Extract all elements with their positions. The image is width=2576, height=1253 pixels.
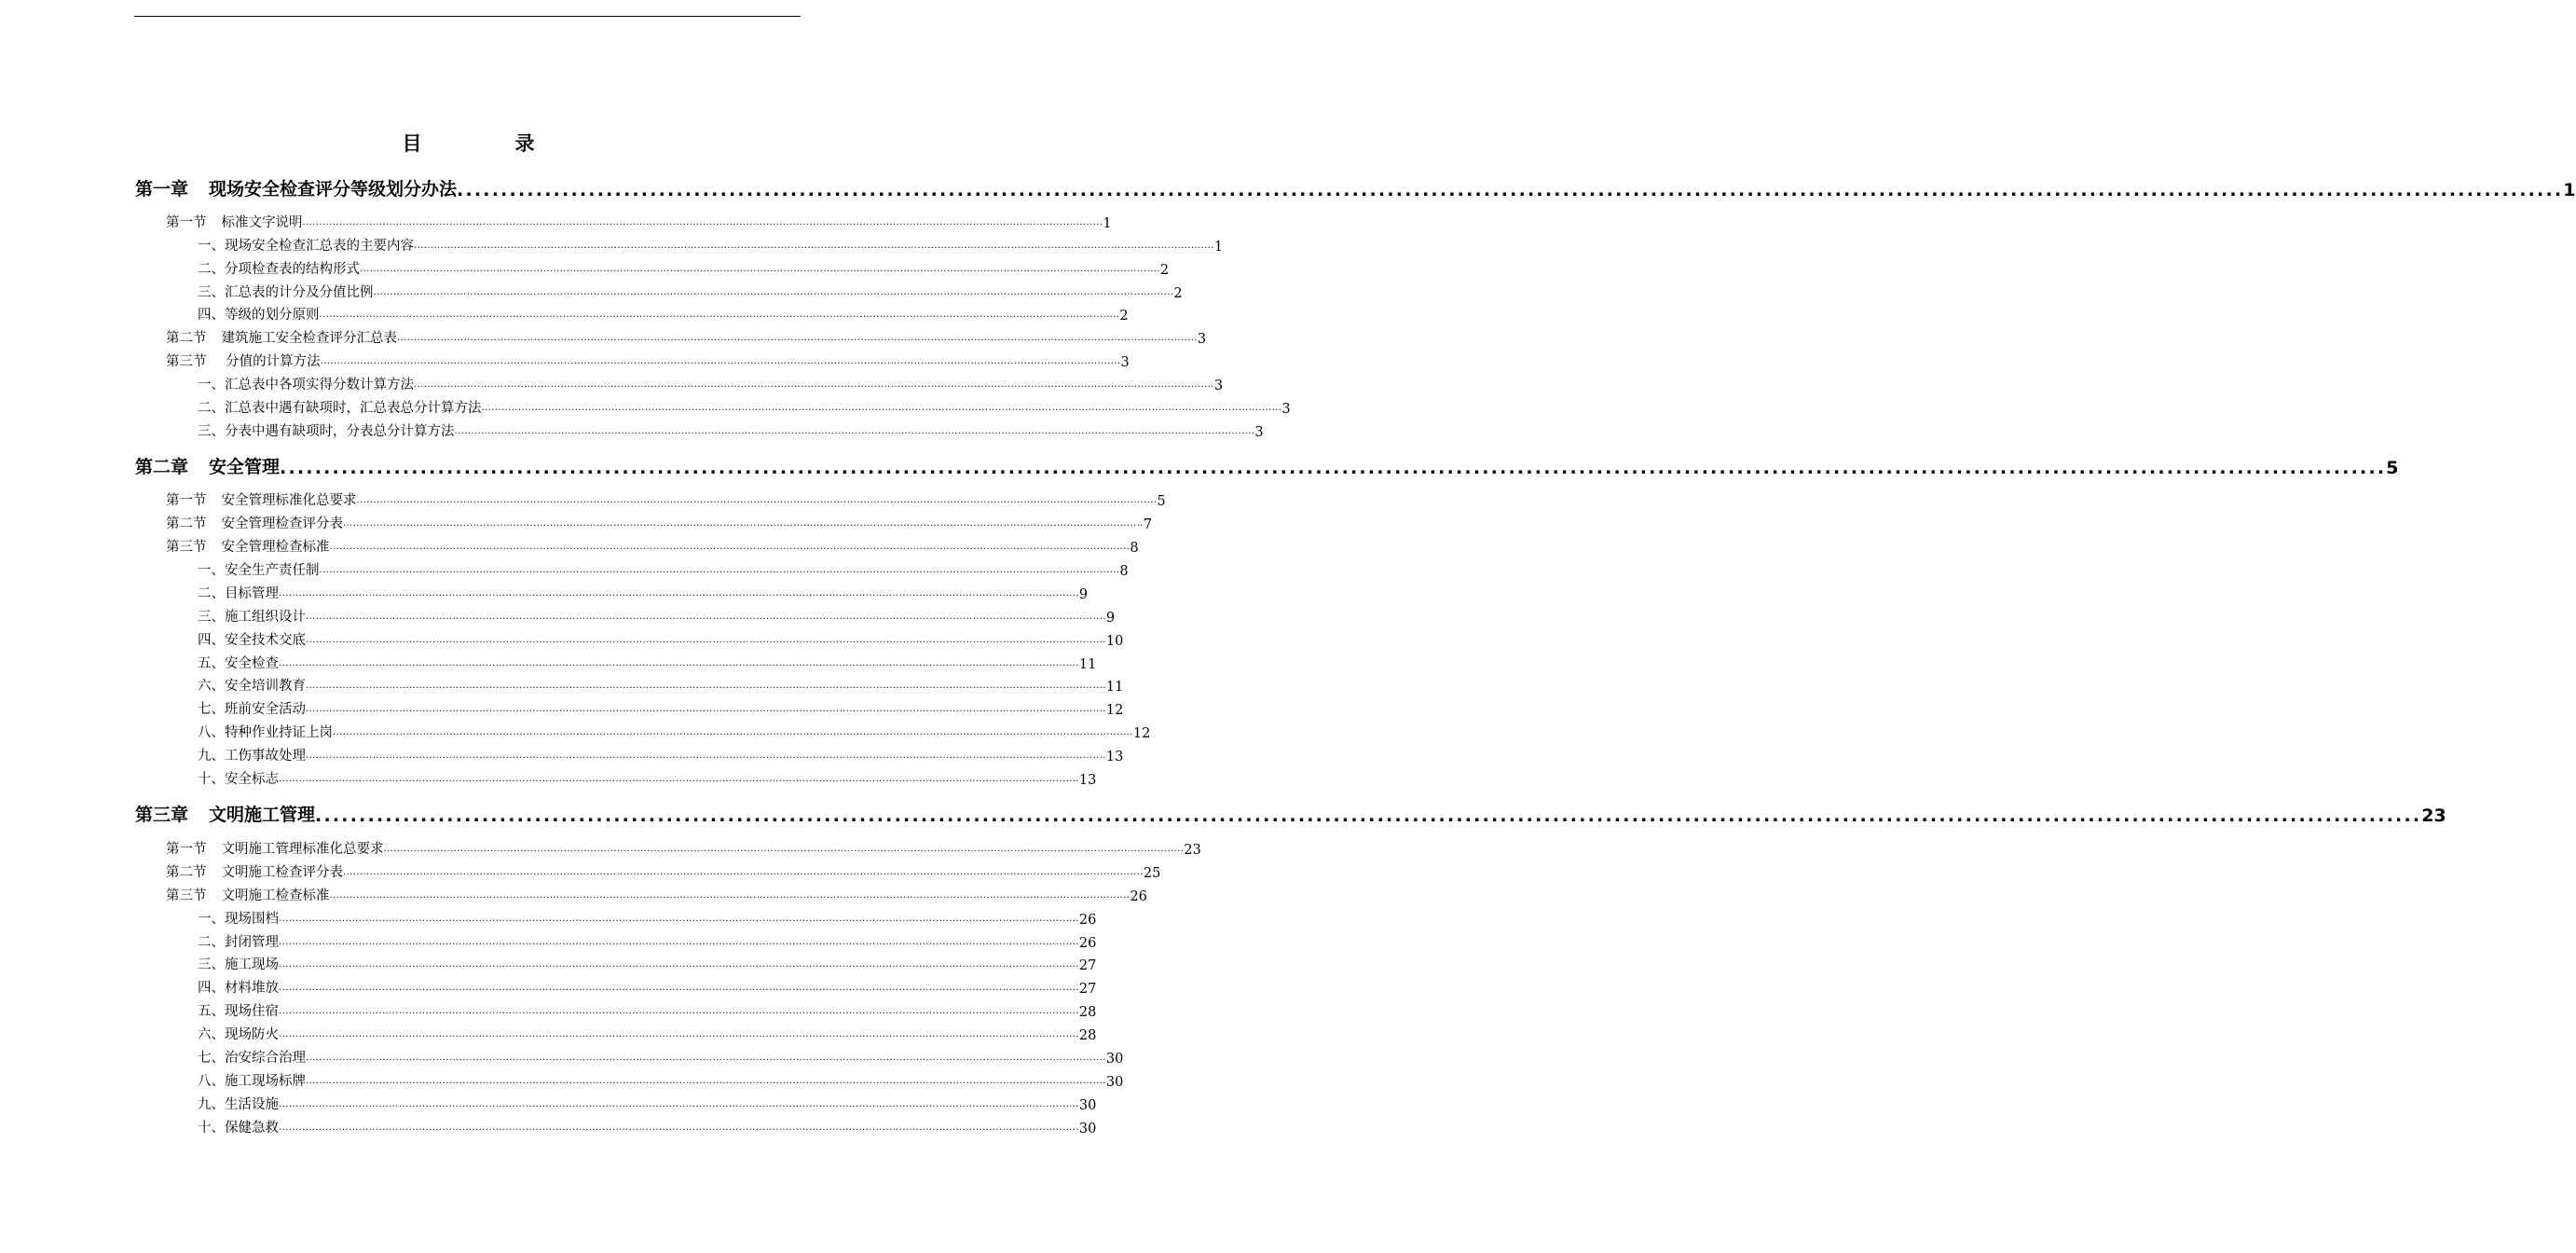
page-number: 11 [1105,680,1124,695]
section-title: 安全管理检查标准 [221,540,330,555]
page-number: 28 [1078,1005,1097,1020]
page-number: 30 [1078,1098,1097,1113]
page-number: 23 [1184,843,1201,858]
dot-leader: ................................................................................................................................................................................................................................................ [306,704,1106,714]
dot-leader: ................................................................................................................................................................................................................................................ [397,333,1198,343]
dot-leader: ................................................................................................................................................................................................................................................ [279,959,1079,970]
item-title: 一、安全生产责任制 [198,563,320,578]
dot-leader: ................................................................................................................................................................................................................................................ [279,914,1079,924]
toc-entry[interactable] [198,558,1129,579]
toc-entry[interactable] [166,489,1166,509]
page-number: 9 [1105,611,1116,626]
section-title: 建筑施工安全检查评分汇总表 [221,331,397,346]
toc-chapter-1[interactable] [135,174,2576,200]
section-title: 文明施工管理标准化总要求 [221,842,384,857]
page-number: 13 [1105,750,1124,764]
toc-entry[interactable] [166,861,1161,881]
dot-leader: ................................................................................................................................................................................................................................................ [279,983,1079,993]
toc-chapter-3[interactable] [135,800,2446,826]
page-number: 30 [1105,1075,1124,1090]
page-number: 12 [1132,726,1151,741]
toc-entry[interactable] [198,744,1124,764]
page-number: 8 [1119,564,1129,579]
page-number: 26 [1078,913,1097,928]
dot-leader: ................................................................................................................................................................................................................................................ [356,495,1158,505]
toc-entry[interactable] [166,884,1147,904]
item-title: 四、安全技术交底 [198,633,306,648]
toc-entry[interactable] [198,767,1097,788]
page-number: 1 [1103,216,1112,231]
dot-leader: ................................................................................................................................................................................................................................................ [306,635,1106,645]
item-title: 九、工伤事故处理 [198,749,306,764]
toc-entry[interactable] [198,697,1124,718]
page-number: 3 [1120,355,1130,370]
dot-leader: ................................................................................................................................................................................................................................................ [279,1006,1079,1016]
toc-entry[interactable] [198,953,1097,973]
chapter-title: 安全管理 [209,457,281,477]
item-title: 八、施工现场标牌 [198,1074,306,1089]
toc-entry[interactable] [198,674,1124,695]
toc-entry[interactable] [198,1046,1124,1067]
dot-leader: ................................................................................................................................................................................................................................................ [414,379,1214,390]
toc-entry[interactable] [198,721,1151,741]
page-number: 28 [1078,1028,1097,1043]
item-title: 十、保健急救 [198,1121,279,1136]
item-title: 一、现场安全检查汇总表的主要内容 [198,239,414,254]
toc-entry[interactable] [198,303,1129,324]
dot-leader: ................................................................................................................................................................................................................................................ [414,241,1214,251]
toc-entry[interactable] [198,1093,1097,1113]
toc-entry[interactable] [166,837,1201,858]
section-title: 标准文字说明 [221,215,303,230]
toc-entry[interactable] [198,281,1183,301]
chapter-title: 文明施工管理 [209,805,316,825]
page-number: 25 [1143,866,1161,881]
item-title: 七、治安综合治理 [198,1051,306,1066]
section-title: 安全管理标准化总要求 [221,493,357,508]
toc-entry[interactable] [166,211,1112,231]
page-number: 27 [1078,982,1097,997]
item-title: 八、特种作业持证上岗 [198,725,333,740]
toc-title-left: 目 [402,132,422,155]
toc-entry[interactable] [198,257,1170,278]
page-number: 12 [1105,703,1124,718]
dot-leader: ................................................................................................................................................................................................................................................ [383,844,1185,854]
toc-title-right: 录 [514,132,535,155]
page-number: 8 [1130,541,1139,556]
section-title: 文明施工检查标准 [221,888,330,903]
section-number: 第二节 [166,516,207,531]
item-title: 一、现场围档 [198,912,279,927]
item-title: 二、分项检查表的结构形式 [198,262,360,277]
toc-entry[interactable] [166,326,1207,347]
section-number: 第三节 [166,888,207,903]
dot-leader: ................................................................................................................................................................................................................................................ [306,750,1106,761]
page-number: 30 [1105,1052,1124,1067]
page-number: 11 [1078,657,1097,672]
toc-entry[interactable] [198,628,1124,649]
toc-entry[interactable] [198,605,1116,626]
page-number: 2 [1173,286,1183,301]
section-number: 第二节 [166,331,207,346]
dot-leader: ................................................................................................................................................................................................................................................ [360,264,1160,274]
item-title: 五、现场住宿 [198,1004,279,1019]
item-title: 三、施工现场 [198,957,279,972]
item-title: 六、现场防火 [198,1027,279,1042]
section-number: 第二节 [166,865,207,880]
section-number: 第三节 [166,540,207,555]
toc-entry[interactable] [198,907,1097,928]
section-number: 第一节 [166,215,207,230]
page-number: 1 [2563,180,2576,200]
toc-entry[interactable] [198,420,1264,440]
item-title: 二、汇总表中遇有缺项时，汇总表总分计算方法 [198,401,482,416]
dot-leader: ................................................................................................................................................................................................................................................ [279,1122,1079,1133]
toc-entry[interactable] [198,652,1097,672]
toc-entry[interactable] [198,396,1291,417]
toc-entry[interactable] [198,976,1097,997]
section-title: 安全管理检查评分表 [221,516,343,531]
toc-entry[interactable] [198,999,1097,1020]
item-title: 三、分表中遇有缺项时，分表总分计算方法 [198,424,455,439]
page-number: 3 [1281,402,1291,417]
dot-leader: ................................................................................................................................................................................................................................................ [319,565,1120,575]
item-title: 三、汇总表的计分及分值比例 [198,285,374,300]
page-number: 3 [1254,425,1264,440]
page-number: 27 [1078,958,1097,973]
item-title: 十、安全标志 [198,772,279,787]
section-number: 第三节 [166,354,207,369]
dot-leader: ................................................................................................................................................................................................................................................ [306,1053,1106,1063]
dot-leader: ................................................................................................................................................................................................................................................ [343,867,1144,877]
dot-leader: ................................................................................................................................................................................................................................................ [319,310,1120,320]
item-title: 一、汇总表中各项实得分数计算方法 [198,378,414,392]
page-number: 23 [2421,806,2446,826]
page-number: 13 [1078,773,1097,788]
dot-leader: ................................................................................................................................................................................................................................................ [329,890,1130,901]
chapter-number: 第三章 [135,805,189,825]
dot-leader: ................................................................................................................................................................................................................................................ [315,806,2422,826]
toc-entry[interactable] [166,512,1153,532]
dot-leader: ................................................................................................................................................................................................................................................ [279,937,1079,947]
section-number: 第一节 [166,842,207,857]
page-number: 9 [1078,587,1089,602]
page-number: 26 [1078,936,1097,951]
page-number: 26 [1130,889,1147,904]
chapter-label [135,801,315,826]
chapter-label [135,453,280,478]
dot-leader: ................................................................................................................................................................................................................................................ [302,217,1103,227]
item-title: 七、班前安全活动 [198,702,306,717]
page-number: 2 [1159,263,1170,278]
section-title: 分值的计算方法 [221,354,321,369]
item-title: 四、材料堆放 [198,981,279,996]
toc-entry[interactable] [198,930,1097,951]
chapter-title: 现场安全检查评分等级划分办法 [209,179,458,200]
dot-leader: ................................................................................................................................................................................................................................................ [306,612,1106,622]
toc-entry[interactable] [198,1069,1124,1090]
item-title: 二、目标管理 [198,586,279,601]
dot-leader: ................................................................................................................................................................................................................................................ [481,403,1282,413]
toc-entry[interactable] [198,582,1089,602]
toc-entry[interactable] [198,1023,1097,1043]
page-number: 1 [1213,240,1224,255]
item-title: 三、施工组织设计 [198,610,306,625]
item-title: 二、封闭管理 [198,935,279,950]
dot-leader: ................................................................................................................................................................................................................................................ [306,681,1106,691]
dot-leader: ................................................................................................................................................................................................................................................ [279,1099,1079,1109]
dot-leader: ................................................................................................................................................................................................................................................ [333,727,1133,737]
section-number: 第一节 [166,493,207,508]
toc-title [0,129,937,157]
page-number: 30 [1078,1122,1097,1136]
page-number: 5 [2386,458,2399,478]
item-title: 四、等级的划分原则 [198,308,320,323]
item-title: 五、安全检查 [198,656,279,671]
chapter-label [135,175,457,200]
dot-leader: ................................................................................................................................................................................................................................................ [373,287,1174,297]
page-number: 7 [1143,517,1153,532]
chapter-number: 第一章 [135,179,189,200]
page-number: 5 [1157,494,1166,509]
page-number: 3 [1213,379,1224,393]
dot-leader: ................................................................................................................................................................................................................................................ [457,180,2564,200]
dot-leader: ................................................................................................................................................................................................................................................ [320,356,1121,366]
item-title: 六、安全培训教育 [198,679,306,694]
dot-leader: ................................................................................................................................................................................................................................................ [329,542,1130,552]
toc-entry[interactable] [166,535,1139,556]
section-title: 文明施工检查评分表 [221,865,343,880]
dot-leader: ................................................................................................................................................................................................................................................ [280,458,2387,478]
page-number: 10 [1105,634,1124,649]
dot-leader: ................................................................................................................................................................................................................................................ [454,426,1255,436]
page-number: 2 [1119,309,1129,324]
toc-entry[interactable] [198,234,1224,255]
dot-leader: ................................................................................................................................................................................................................................................ [279,1029,1079,1040]
toc-chapter-2[interactable] [135,452,2399,478]
header-rule [134,16,801,17]
dot-leader: ................................................................................................................................................................................................................................................ [279,658,1079,668]
dot-leader: ................................................................................................................................................................................................................................................ [279,774,1079,784]
toc-entry[interactable] [198,373,1224,393]
dot-leader: ................................................................................................................................................................................................................................................ [306,1076,1106,1086]
dot-leader: ................................................................................................................................................................................................................................................ [343,518,1144,529]
chapter-number: 第二章 [135,457,189,477]
toc-entry[interactable] [166,350,1130,370]
toc-entry[interactable] [198,1116,1097,1136]
item-title: 九、生活设施 [198,1097,279,1112]
page-number: 3 [1197,332,1207,347]
dot-leader: ................................................................................................................................................................................................................................................ [279,588,1079,599]
